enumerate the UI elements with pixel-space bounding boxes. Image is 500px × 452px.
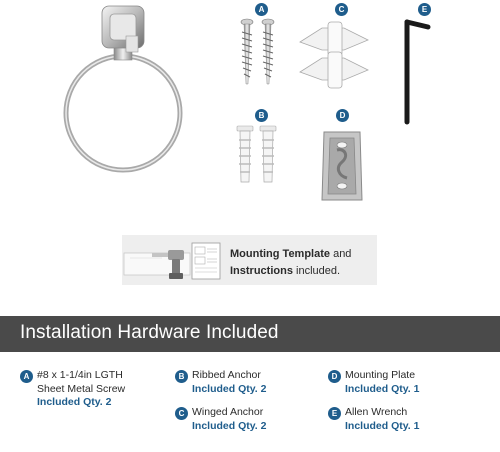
mounting-template-note — [230, 246, 380, 280]
hardware-name-line2: Sheet Metal Screw — [37, 382, 126, 395]
hardware-name: Winged Anchor — [192, 406, 264, 418]
hardware-badge-e: E — [328, 407, 341, 420]
hardware-qty: Included Qty. 2 — [192, 382, 267, 395]
part-badge-b: B — [255, 109, 268, 122]
hardware-name: Mounting Plate — [345, 369, 416, 381]
hardware-qty: Included Qty. 1 — [345, 382, 420, 395]
hardware-badge-b: B — [175, 370, 188, 383]
hardware-item-ribbed-anchor — [192, 369, 266, 396]
hardware-badge-c: C — [175, 407, 188, 420]
hardware-name-line1: #8 x 1-1/4in LGTH — [37, 369, 123, 381]
hardware-badge-a: A — [20, 370, 33, 383]
part-badge-e: E — [418, 3, 431, 16]
hardware-item-allen-wrench — [345, 406, 419, 433]
part-badge-d: D — [336, 109, 349, 122]
allen-wrench-image — [407, 22, 428, 122]
instructions-included: included. — [292, 265, 341, 277]
template-label: Mounting Template — [230, 248, 331, 260]
sheet-metal-screws-image — [241, 19, 274, 84]
towel-ring-image — [66, 6, 180, 170]
hardware-qty: Included Qty. 2 — [192, 419, 267, 432]
part-badge-a: A — [255, 3, 268, 16]
ribbed-anchors-image — [237, 126, 276, 182]
hardware-badge-d: D — [328, 370, 341, 383]
part-badge-c: C — [335, 3, 348, 16]
mounting-plate-image — [322, 132, 362, 200]
hardware-name: Allen Wrench — [345, 406, 408, 418]
template-and: and — [330, 248, 352, 260]
hardware-name: Ribbed Anchor — [192, 369, 261, 381]
winged-anchors-image — [300, 22, 368, 88]
instructions-label: Instructions — [230, 265, 293, 277]
hardware-qty: Included Qty. 1 — [345, 419, 420, 432]
hardware-qty: Included Qty. 2 — [37, 396, 112, 408]
drill-template-illustration — [122, 235, 222, 285]
hardware-item-mounting-plate — [345, 369, 419, 396]
banner-title: Installation Hardware Included — [20, 322, 279, 343]
hardware-item-screw — [37, 369, 125, 410]
hardware-item-winged-anchor — [192, 406, 266, 433]
